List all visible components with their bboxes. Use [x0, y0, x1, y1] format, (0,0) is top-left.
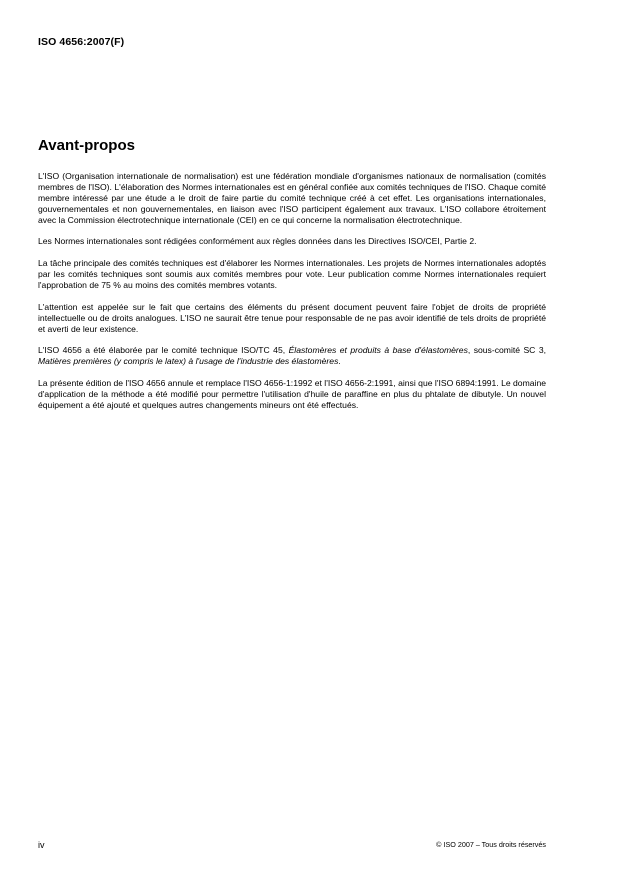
- paragraph-iso-organisation: L'ISO (Organisation internationale de normalisation) est une fédération mondiale d'organismes nationaux de normalisation (comités membres de l'ISO). L'élaboration des Normes internationales est en général confiée aux comités techniques de l'ISO. Chaque comité membre intéressé par une étude a le droit de faire partie du comité technique créé à cet effet. Les organisations internationales, gouvernementales et non gouvernementales, en liaison avec l'ISO participent également aux travaux. L'ISO collabore étroitement avec la Commission électrotechnique internationale (CEI) en ce qui concerne la normalisation électrotechnique.: [38, 171, 546, 225]
- copyright-notice: © ISO 2007 – Tous droits réservés: [436, 840, 546, 849]
- section-title: Avant-propos: [38, 137, 135, 154]
- paragraph-edition-changes: La présente édition de l'ISO 4656 annule et remplace l'ISO 4656-1:1992 et l'ISO 4656-2:1991, ainsi que l'ISO 6894:1991. Le domaine d'application de la méthode a été modifié pour permettre l'utilisation d'huile de paraffine en plus du phtalate de dibutyle. Un nouvel équipement a été ajouté et quelques autres changements mineurs ont été effectués.: [38, 378, 546, 410]
- subcommittee-title: Matières premières (y compris le latex) à l'usage de l'industrie des élastomères: [38, 356, 339, 367]
- committee-text-part2: , sous-comité SC 3,: [467, 345, 546, 356]
- document-id: ISO 4656:2007(F): [38, 36, 125, 48]
- committee-text-part1: L'ISO 4656 a été élaborée par le comité technique ISO/TC 45,: [38, 345, 289, 356]
- paragraph-technical-committees: La tâche principale des comités techniques est d'élaborer les Normes internationales. Les projets de Normes internationales adoptés par les comités techniques sont soumis aux comités membres pour vote. Leur publication comme Normes internationales requiert l'approbation de 75 % au moins des comités membres votants.: [38, 258, 546, 291]
- paragraph-patent-rights: L'attention est appelée sur le fait que certains des éléments du présent document peuvent faire l'objet de droits de propriété intellectuelle ou de droits analogues. L'ISO ne saurait être tenue pour responsable de ne pas avoir identifié de tels droits de propriété et averti de leur existence.: [38, 301, 546, 334]
- paragraph-directives: Les Normes internationales sont rédigées conformément aux règles données dans les Directives ISO/CEI, Partie 2.: [38, 236, 477, 247]
- foreword-body: [38, 171, 546, 422]
- paragraph-committee-info: [38, 345, 546, 367]
- committee-text-part3: .: [338, 356, 341, 367]
- page-number: iv: [38, 840, 45, 850]
- committee-title: Élastomères et produits à base d'élastomères: [288, 345, 468, 356]
